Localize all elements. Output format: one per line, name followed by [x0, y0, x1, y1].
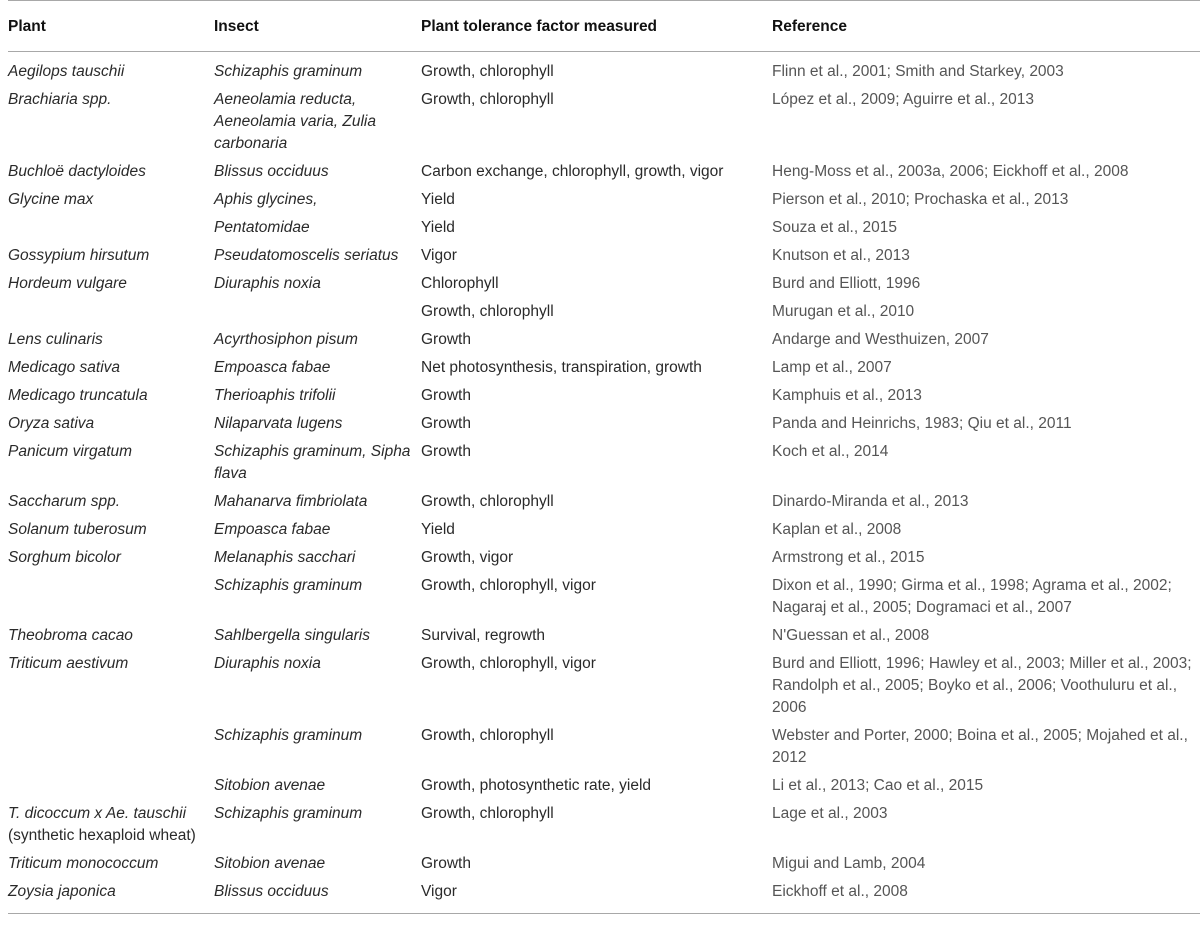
- cell-insect: Sitobion avenae: [214, 777, 326, 794]
- cell-reference: Armstrong et al., 2015: [772, 549, 925, 566]
- table-row: [8, 851, 1200, 879]
- cell-reference: Koch et al., 2014: [772, 443, 889, 460]
- table-body: [8, 52, 1200, 908]
- cell-factor: Growth: [421, 443, 471, 460]
- plant-name: Brachiaria spp.: [8, 91, 112, 108]
- cell-insect: Schizaphis graminum: [214, 805, 363, 822]
- cell-factor: Chlorophyll: [421, 275, 499, 292]
- cell-insect: Nilaparvata lugens: [214, 415, 343, 432]
- cell-factor: Net photosynthesis, transpiration, growth: [421, 359, 702, 376]
- plant-name: Triticum monococcum: [8, 855, 159, 872]
- bottom-rule: [8, 913, 1200, 914]
- cell-insect: Mahanarva fimbriolata: [214, 493, 368, 510]
- cell-factor: Growth, chlorophyll, vigor: [421, 655, 596, 672]
- cell-insect: Empoasca fabae: [214, 521, 331, 538]
- cell-factor: Vigor: [421, 883, 457, 900]
- plant-name: Aegilops tauschii: [8, 63, 125, 80]
- cell-plant: [8, 187, 214, 215]
- header-plant: Plant: [8, 18, 46, 35]
- table-row: [8, 52, 1200, 88]
- cell-factor: Growth: [421, 855, 471, 872]
- cell-insect: [214, 299, 421, 327]
- plant-name: Theobroma cacao: [8, 627, 133, 644]
- cell-plant: [8, 623, 214, 651]
- header-insect: Insect: [214, 18, 259, 35]
- cell-reference: Murugan et al., 2010: [772, 303, 915, 320]
- cell-plant: [8, 215, 214, 243]
- table-row: [8, 271, 1200, 299]
- cell-plant: [8, 851, 214, 879]
- cell-reference: Heng-Moss et al., 2003a, 2006; Eickhoff et al., 2008: [772, 163, 1129, 180]
- cell-reference: Andarge and Westhuizen, 2007: [772, 331, 989, 348]
- cell-plant: [8, 327, 214, 355]
- cell-insect: Aeneolamia reducta, Aeneolamia varia, Zulia carbonaria: [214, 91, 376, 152]
- plant-name: Oryza sativa: [8, 415, 95, 432]
- cell-plant: [8, 489, 214, 517]
- cell-factor: Growth: [421, 331, 471, 348]
- table-row: [8, 801, 1200, 851]
- plant-name: Lens culinaris: [8, 331, 103, 348]
- cell-plant: [8, 355, 214, 383]
- plant-name: Panicum virgatum: [8, 443, 133, 460]
- cell-factor: Growth: [421, 415, 471, 432]
- cell-factor: Growth, vigor: [421, 549, 514, 566]
- table-row: [8, 243, 1200, 271]
- cell-factor: Vigor: [421, 247, 457, 264]
- cell-plant: [8, 573, 214, 623]
- tolerance-table: [8, 0, 1200, 907]
- cell-insect: Melanaphis sacchari: [214, 549, 356, 566]
- cell-insect: Empoasca fabae: [214, 359, 331, 376]
- cell-factor: Growth: [421, 387, 471, 404]
- cell-reference: Webster and Porter, 2000; Boina et al., 2005; Mojahed et al., 2012: [772, 727, 1188, 766]
- cell-reference: Migui and Lamb, 2004: [772, 855, 926, 872]
- plant-name: Medicago truncatula: [8, 387, 148, 404]
- cell-factor: Growth, chlorophyll: [421, 727, 554, 744]
- table-row: [8, 159, 1200, 187]
- table-row: [8, 439, 1200, 489]
- header-row: [8, 1, 1200, 52]
- cell-plant: [8, 411, 214, 439]
- cell-factor: Growth, chlorophyll: [421, 493, 554, 510]
- cell-plant: [8, 159, 214, 187]
- cell-insect: Schizaphis graminum, Sipha flava: [214, 443, 411, 482]
- cell-factor: Growth, chlorophyll: [421, 91, 554, 108]
- table-row: [8, 723, 1200, 773]
- cell-factor: Growth, photosynthetic rate, yield: [421, 777, 652, 794]
- cell-insect: Schizaphis graminum: [214, 727, 363, 744]
- plant-name: T. dicoccum x Ae. tauschii: [8, 805, 187, 822]
- table-row: [8, 517, 1200, 545]
- cell-reference: N'Guessan et al., 2008: [772, 627, 930, 644]
- table-row: [8, 87, 1200, 159]
- table-row: [8, 383, 1200, 411]
- table-row: [8, 545, 1200, 573]
- cell-factor: Growth, chlorophyll, vigor: [421, 577, 596, 594]
- cell-plant: [8, 243, 214, 271]
- cell-plant: [8, 723, 214, 773]
- cell-factor: Growth, chlorophyll: [421, 805, 554, 822]
- cell-factor: Carbon exchange, chlorophyll, growth, vigor: [421, 163, 724, 180]
- cell-factor: Growth, chlorophyll: [421, 63, 554, 80]
- table-row: [8, 623, 1200, 651]
- cell-plant: [8, 271, 214, 299]
- cell-plant: [8, 773, 214, 801]
- table-row: [8, 489, 1200, 517]
- cell-reference: Knutson et al., 2013: [772, 247, 910, 264]
- header-reference: Reference: [772, 18, 847, 35]
- cell-plant: [8, 879, 214, 907]
- cell-reference: Burd and Elliott, 1996: [772, 275, 921, 292]
- cell-reference: Lamp et al., 2007: [772, 359, 892, 376]
- cell-reference: Dinardo-Miranda et al., 2013: [772, 493, 969, 510]
- cell-reference: Souza et al., 2015: [772, 219, 897, 236]
- cell-plant: [8, 383, 214, 411]
- plant-name: Buchloë dactyloides: [8, 163, 146, 180]
- plant-name: Hordeum vulgare: [8, 275, 127, 292]
- cell-insect: Schizaphis graminum: [214, 577, 363, 594]
- cell-reference: Dixon et al., 1990; Girma et al., 1998; Agrama et al., 2002; Nagaraj et al., 2005; Dogramaci et al., 2007: [772, 577, 1172, 616]
- cell-factor: Survival, regrowth: [421, 627, 546, 644]
- table-row: [8, 411, 1200, 439]
- cell-reference: Panda and Heinrichs, 1983; Qiu et al., 2011: [772, 415, 1072, 432]
- cell-insect: Blissus occiduus: [214, 163, 329, 180]
- cell-factor: Growth, chlorophyll: [421, 303, 554, 320]
- table-header: [8, 1, 1200, 52]
- cell-insect: Schizaphis graminum: [214, 63, 363, 80]
- cell-factor: Yield: [421, 191, 455, 208]
- cell-reference: Burd and Elliott, 1996; Hawley et al., 2003; Miller et al., 2003; Randolph et al., 2005; Boyko et al., 2006; Voothuluru et al., 2006: [772, 655, 1192, 716]
- header-factor: Plant tolerance factor measured: [421, 18, 658, 35]
- plant-name: Saccharum spp.: [8, 493, 120, 510]
- table-row: [8, 299, 1200, 327]
- cell-insect: Pseudatomoscelis seriatus: [214, 247, 399, 264]
- plant-name: Glycine max: [8, 191, 94, 208]
- table-row: [8, 187, 1200, 215]
- table-row: [8, 773, 1200, 801]
- plant-name: Triticum aestivum: [8, 655, 129, 672]
- cell-plant: [8, 87, 214, 159]
- plant-name: Medicago sativa: [8, 359, 121, 376]
- cell-plant: [8, 801, 214, 851]
- cell-plant: [8, 545, 214, 573]
- table-row: [8, 327, 1200, 355]
- plant-note: (synthetic hexaploid wheat): [8, 827, 196, 844]
- plant-name: Zoysia japonica: [8, 883, 116, 900]
- cell-insect: Therioaphis trifolii: [214, 387, 336, 404]
- cell-insect: Sitobion avenae: [214, 855, 326, 872]
- cell-reference: Flinn et al., 2001; Smith and Starkey, 2003: [772, 63, 1064, 80]
- cell-plant: [8, 439, 214, 489]
- cell-factor: Yield: [421, 521, 455, 538]
- table-row: [8, 879, 1200, 907]
- plant-name: Sorghum bicolor: [8, 549, 121, 566]
- cell-insect: Sahlbergella singularis: [214, 627, 370, 644]
- cell-insect: Diuraphis noxia: [214, 655, 321, 672]
- cell-plant: [8, 299, 214, 327]
- cell-reference: Kamphuis et al., 2013: [772, 387, 922, 404]
- cell-factor: Yield: [421, 219, 455, 236]
- cell-insect: Blissus occiduus: [214, 883, 329, 900]
- cell-insect: Acyrthosiphon pisum: [214, 331, 358, 348]
- cell-reference: Li et al., 2013; Cao et al., 2015: [772, 777, 984, 794]
- plant-name: Solanum tuberosum: [8, 521, 147, 538]
- cell-plant: [8, 52, 214, 88]
- cell-insect: Pentatomidae: [214, 219, 310, 236]
- cell-reference: Eickhoff et al., 2008: [772, 883, 908, 900]
- table-row: [8, 215, 1200, 243]
- table-row: [8, 355, 1200, 383]
- cell-insect: Aphis glycines,: [214, 191, 318, 208]
- cell-reference: Kaplan et al., 2008: [772, 521, 902, 538]
- cell-reference: Pierson et al., 2010; Prochaska et al., 2013: [772, 191, 1069, 208]
- cell-plant: [8, 517, 214, 545]
- plant-name: Gossypium hirsutum: [8, 247, 150, 264]
- table-row: [8, 573, 1200, 623]
- cell-reference: López et al., 2009; Aguirre et al., 2013: [772, 91, 1034, 108]
- cell-insect: Diuraphis noxia: [214, 275, 321, 292]
- cell-reference: Lage et al., 2003: [772, 805, 888, 822]
- cell-plant: [8, 651, 214, 723]
- table-row: [8, 651, 1200, 723]
